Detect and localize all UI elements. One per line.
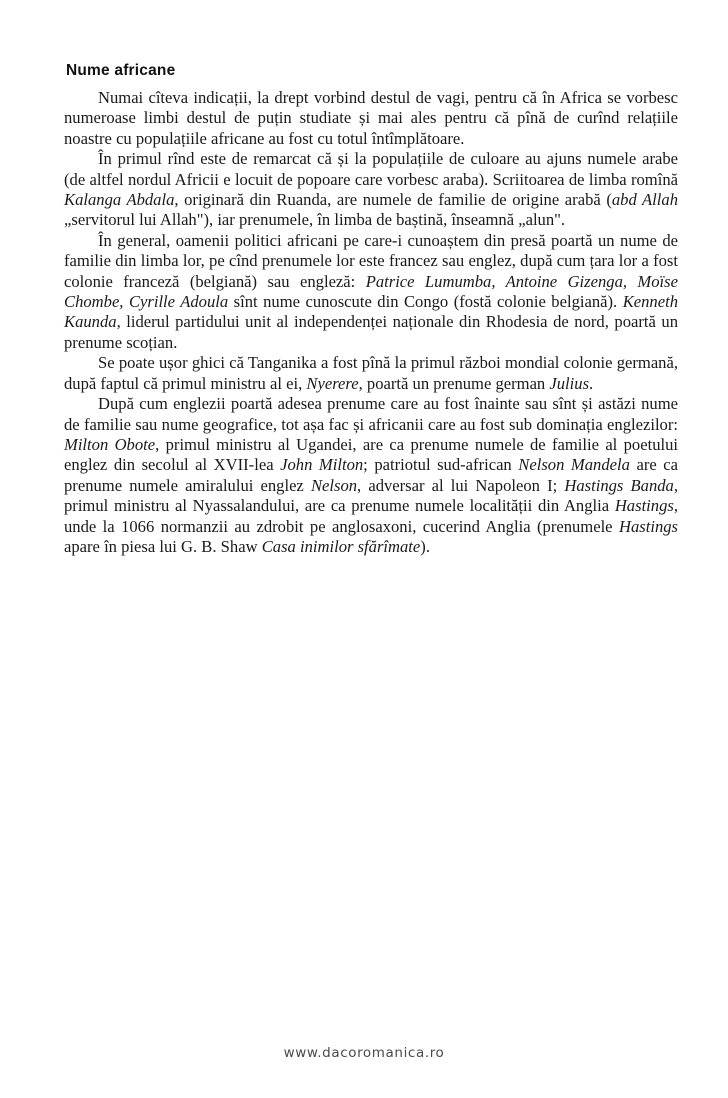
text-run: , primul ministru al Ugandei, are ca prenume numele de familie al poetului englez din secolul al XVII-lea — [64, 434, 679, 475]
section-heading: Nume africane — [66, 62, 176, 79]
text-run: , originară din Ruanda, are numele de familie de origine arabă ( — [174, 190, 612, 210]
italic-name: Kenneth Kaunda — [64, 292, 678, 332]
italic-name: Nyerere — [306, 373, 359, 393]
italic-name: Nelson — [310, 475, 358, 495]
italic-name: Patrice Lumumba, Antoine Gizenga, Moïse Chombe, Cyrille Adoula — [64, 271, 678, 312]
text-run: „servitorul lui Allah"), iar prenumele, în limba de baștină, înseamnă „alun". — [64, 210, 566, 230]
text-run: , unde la 1066 normanzii au zdrobit pe anglosaxoni, cucerind Anglia (prenumele — [64, 496, 678, 536]
text-run: . — [589, 373, 594, 393]
italic-name: Hastings — [618, 516, 678, 536]
text-run: sînt nume cunoscute din Congo (fostă colonie belgiană). — [228, 292, 623, 312]
italic-name: Hastings Banda — [564, 475, 674, 495]
italic-name: Hastings — [614, 496, 674, 516]
text-run: apare în piesa lui G. B. Shaw — [64, 536, 262, 556]
body-text — [64, 88, 678, 557]
paragraph — [64, 231, 678, 353]
paragraph — [64, 88, 678, 149]
text-run: ; patriotul sud-african — [363, 455, 519, 475]
text-run: , liderul partidului unit al independenței naționale din Rhodesia de nord, poartă un prenume scoțian. — [64, 312, 678, 352]
paragraph — [64, 353, 678, 394]
text-run: După cum englezii poartă adesea prenume care au fost înainte sau sînt și astăzi nume de familie sau nume geografice, tot așa fac și africanii care au fost sub dominația englezilor: — [64, 394, 678, 434]
italic-name: Milton Obote — [64, 434, 156, 454]
text-run: , poartă un prenume german — [358, 373, 550, 393]
italic-name: Nelson Mandela — [518, 455, 630, 475]
text-run: În general, oamenii politici africani pe care-i cunoaștem din presă poartă un nume de familie din limba lor, pe cînd prenumele lor este francez sau englez, după cum țara lor a fost colonie franceză (belgiană) sau engleză: — [64, 230, 678, 291]
text-run: Numai cîteva indicații, la drept vorbind destul de vagi, pentru că în Africa se vorbesc numeroase limbi destul de puțin studiate și mai ales pentru că pînă de curînd relațiile noastre cu populațiile africane au fost cu totul întîmplătoare. — [64, 88, 678, 148]
paragraph — [64, 149, 678, 231]
italic-name: Casa inimilor sfărîmate — [261, 536, 421, 556]
italic-name: abd Allah — [611, 190, 678, 210]
text-run: Se poate ușor ghici că Tanganika a fost pînă la primul război mondial colonie germană, după faptul că primul ministru al ei, — [64, 353, 678, 393]
italic-name: Kalanga Abdala — [64, 190, 175, 210]
text-run: În primul rînd este de remarcat că și la populațiile de culoare au ajuns numele arabe (de altfel nordul Africii e locuit de popoare care vorbesc araba). Scriitoarea de limba romînă — [64, 149, 678, 189]
text-run: , adversar al lui Napoleon I; — [357, 475, 565, 495]
text-run: ). — [420, 536, 430, 556]
text-run: are ca prenume numele amiralului englez — [64, 455, 679, 495]
paragraph — [64, 394, 678, 557]
italic-name: Julius — [549, 373, 590, 393]
text-run: , primul ministru al Nyassalandului, are ca prenume numele localității din Anglia — [64, 475, 678, 516]
footer-url: www.dacoromanica.ro — [283, 1045, 445, 1061]
italic-name: John Milton — [280, 455, 364, 475]
